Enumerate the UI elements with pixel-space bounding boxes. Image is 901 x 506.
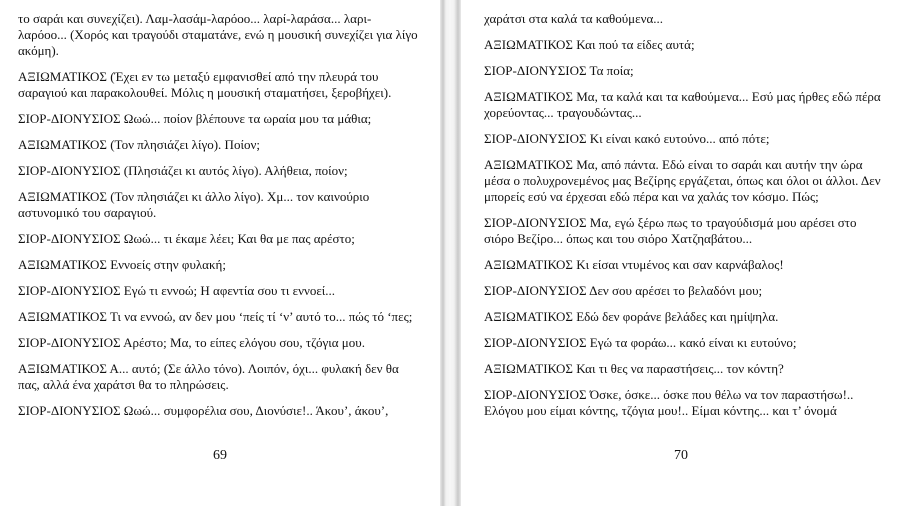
paragraph: ΣΙΟΡ-ΔΙΟΝΥΣΙΟΣ Ωωώ... ποίον βλέπουνε τα ωραία μου τα μάθια;	[18, 111, 372, 126]
paragraph: χαράτσι στα καλά τα καθούμενα...	[484, 11, 664, 26]
paragraph: ΑΞΙΩΜΑΤΙΚΟΣ Τι να εννοώ, αν δεν μου ‘πείς τί ‘ν’ αυτό το... πώς τό ‘πες;	[18, 309, 413, 324]
paragraph: ΣΙΟΡ-ΔΙΟΝΥΣΙΟΣ Τα ποία;	[484, 63, 634, 78]
paragraph: ΣΙΟΡ-ΔΙΟΝΥΣΙΟΣ (Πλησιάζει κι αυτός λίγο). Αλήθεια, ποίον;	[18, 163, 348, 178]
book-gutter	[440, 0, 461, 506]
left-page-text	[18, 11, 420, 429]
paragraph: ΑΞΙΩΜΑΤΙΚΟΣ Και τι θες να παραστήσεις... τον κόντη?	[484, 361, 784, 376]
paragraph: ΣΙΟΡ-ΔΙΟΝΥΣΙΟΣ Ωωώ... τι έκαμε λέει; Και θα με πας αρέστο;	[18, 231, 355, 246]
paragraph: ΑΞΙΩΜΑΤΙΚΟΣ Εννοείς στην φυλακή;	[18, 257, 226, 272]
paragraph: ΑΞΙΩΜΑΤΙΚΟΣ Μα, τα καλά και τα καθούμενα... Εσύ μας ήρθες εδώ πέρα χορεύοντας... τραγουδώντας...	[484, 89, 881, 120]
page-number: 69	[213, 448, 227, 463]
left-page	[0, 0, 440, 506]
paragraph: ΣΙΟΡ-ΔΙΟΝΥΣΙΟΣ Εγώ τι εννοώ; Η αφεντία σου τι εννοεί...	[18, 283, 336, 298]
paragraph: ΣΙΟΡ-ΔΙΟΝΥΣΙΟΣ Αρέστο; Μα, το είπες ελόγου σου, τζόγια μου.	[18, 335, 365, 350]
paragraph: ΑΞΙΩΜΑΤΙΚΟΣ Εδώ δεν φοράνε βελάδες και ημίψηλα.	[484, 309, 779, 324]
paragraph: ΣΙΟΡ-ΔΙΟΝΥΣΙΟΣ Μα, εγώ ξέρω πως το τραγούδισμά μου αρέσει στο σιόρο Βεζίρο... όπως και του σιόρο Χατζηαβάτου...	[484, 215, 857, 246]
paragraph: ΑΞΙΩΜΑΤΙΚΟΣ Και πού τα είδες αυτά;	[484, 37, 695, 52]
paragraph: το σαράι και συνεχίζει). Λαμ-λασάμ-λαρόοο... λαρί-λαράσα... λαρι-λαρόοο... (Χορός και τραγούδι σταματάνε, ενώ η μουσική συνεχίζει για λίγο ακόμη).	[18, 11, 418, 58]
paragraph: ΑΞΙΩΜΑΤΙΚΟΣ (Τον πλησιάζει κι άλλο λίγο). Χμ... τον καινούριο αστυνομικό του σαραγιού.	[18, 189, 370, 220]
paragraph: ΣΙΟΡ-ΔΙΟΝΥΣΙΟΣ Ωωώ... συμφορέλια σου, Διονύσιε!.. Άκου’, άκου’,	[18, 403, 389, 418]
right-page	[461, 0, 901, 506]
paragraph: ΣΙΟΡ-ΔΙΟΝΥΣΙΟΣ Δεν σου αρέσει το βελαδόνι μου;	[484, 283, 763, 298]
paragraph: ΑΞΙΩΜΑΤΙΚΟΣ Α... αυτό; (Σε άλλο τόνο). Λοιπόν, όχι... φυλακή δεν θα πας, αλλά ένα χαράτσι θα το πληρώσεις.	[18, 361, 399, 392]
right-page-text	[484, 11, 884, 429]
paragraph: ΣΙΟΡ-ΔΙΟΝΥΣΙΟΣ Εγώ τα φοράω... κακό είναι κι ευτούνο;	[484, 335, 797, 350]
paragraph: ΑΞΙΩΜΑΤΙΚΟΣ (Τον πλησιάζει λίγο). Ποίον;	[18, 137, 260, 152]
paragraph: ΣΙΟΡ-ΔΙΟΝΥΣΙΟΣ Κι είναι κακό ευτούνο... από πότε;	[484, 131, 770, 146]
paragraph: ΑΞΙΩΜΑΤΙΚΟΣ Κι είσαι ντυμένος και σαν καρνάβαλος!	[484, 257, 784, 272]
paragraph: ΣΙΟΡ-ΔΙΟΝΥΣΙΟΣ Όσκε, όσκε... όσκε που θέλω να τον παραστήσω!.. Ελόγου μου είμαι κόντης, τζόγια μου!.. Είμαι κόντης... και τ’ όνομά	[484, 387, 854, 418]
paragraph: ΑΞΙΩΜΑΤΙΚΟΣ (Έχει εν τω μεταξύ εμφανισθεί από την πλευρά του σαραγιού και παρακολουθεί. Μόλις η μουσική σταματήσει, ξεροβήχει).	[18, 69, 392, 100]
page-number: 70	[674, 448, 688, 463]
paragraph: ΑΞΙΩΜΑΤΙΚΟΣ Μα, από πάντα. Εδώ είναι το σαράι και αυτήν την ώρα μέσα ο πολυχρονεμένος μας Βεζίρης εργάζεται, όπως και όλοι οι άλλοι. Δεν μπορείς εσύ να έρχεσαι εδώ πέρα και να χαλάς τον κόσμο. Πώς;	[484, 157, 881, 204]
